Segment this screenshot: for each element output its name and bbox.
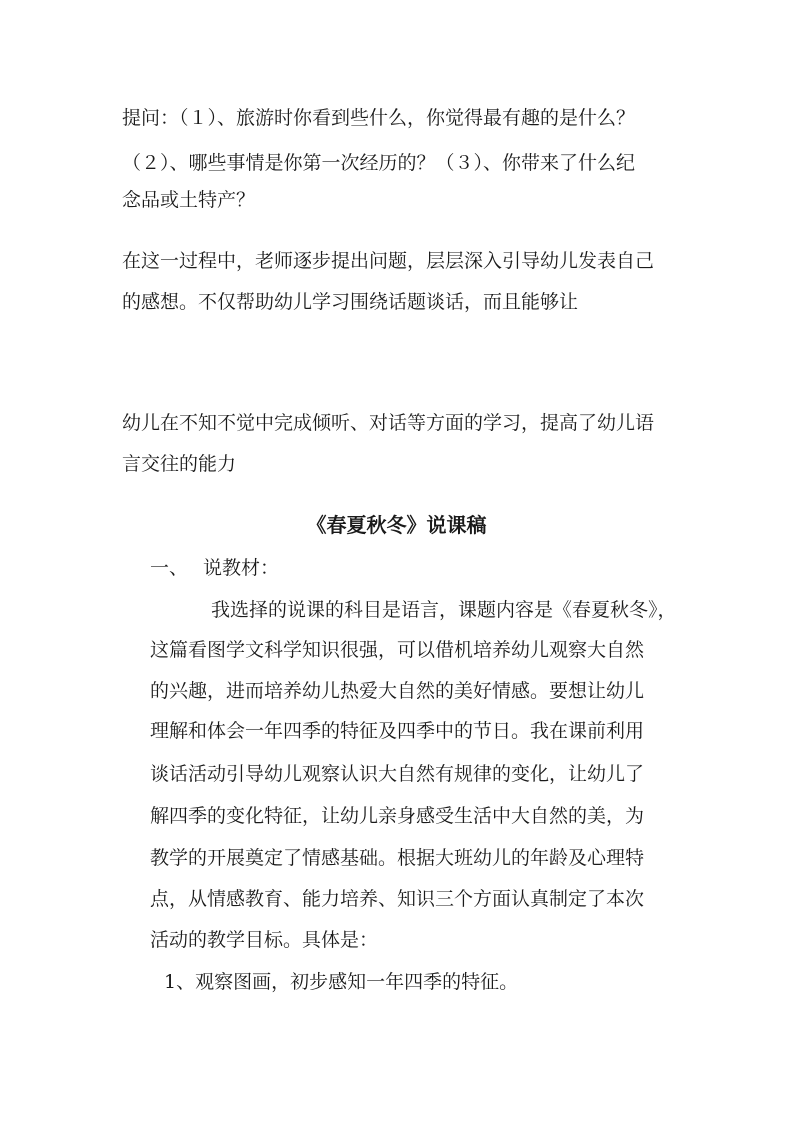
list-item: 1、观察图画，初步感知一年四季的特征。 <box>164 971 519 993</box>
paragraph-line-5: 谈话活动引导幼儿观察认识大自然有规律的变化，让幼儿了 <box>150 763 645 785</box>
paragraph-line-9: 活动的教学目标。具体是： <box>150 929 379 951</box>
paragraph-line-2: 这篇看图学文科学知识很强，可以借机培养幼儿观察大自然 <box>150 639 645 661</box>
question-line-2: （２）、哪些事情是你第一次经历的？（３）、你带来了什么纪 <box>122 152 636 174</box>
paragraph-line-4: 理解和体会一年四季的特征及四季中的节日。我在课前利用 <box>150 720 645 742</box>
document-title: 《春夏秋冬》说课稿 <box>306 513 487 537</box>
paragraph-line-6: 解四季的变化特征，让幼儿亲身感受生活中大自然的美，为 <box>150 805 645 827</box>
process-line-2: 的感想。不仅帮助幼儿学习围绕话题谈话，而且能够让 <box>122 291 579 313</box>
continuation-line-1: 幼儿在不知不觉中完成倾听、对话等方面的学习，提高了幼儿语 <box>122 412 655 434</box>
section-heading-number: 一、 <box>150 557 189 579</box>
paragraph-line-7: 教学的开展奠定了情感基础。根据大班幼儿的年龄及心理特 <box>150 847 645 869</box>
process-line-1: 在这一过程中，老师逐步提出问题，层层深入引导幼儿发表自己 <box>122 250 655 272</box>
paragraph-line-8: 点，从情感教育、能力培养、知识三个方面认真制定了本次 <box>150 888 645 910</box>
question-line-1: 提问：（１）、旅游时你看到些什么，你觉得最有趣的是什么？ <box>122 107 636 129</box>
paragraph-line-3: 的兴趣，进而培养幼儿热爱大自然的美好情感。要想让幼儿 <box>150 680 645 702</box>
section-heading-text: 说教材： <box>203 557 280 579</box>
paragraph-line-1: 我选择的说课的科目是语言，课题内容是《春夏秋冬》， <box>211 599 677 621</box>
question-line-3: 念品或土特产？ <box>122 189 256 211</box>
continuation-line-2: 言交往的能力 <box>122 453 237 475</box>
